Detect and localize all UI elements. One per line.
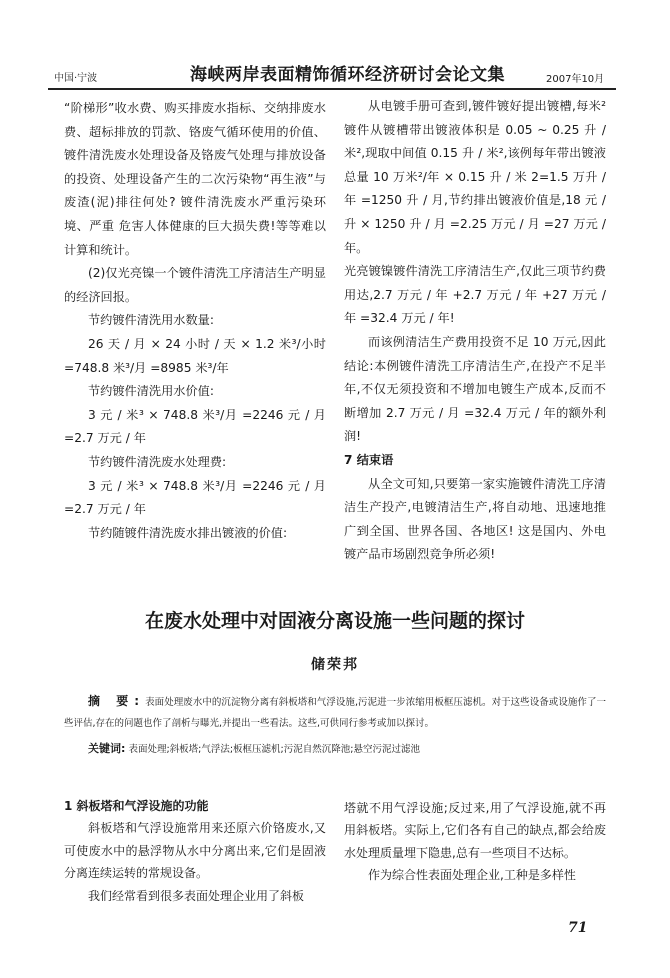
paragraph: 塔就不用气浮设施;反过来,用了气浮设施,就不再用斜板塔。实际上,它们各有自己的缺点,都会给废水处理质量埋下隐患,总有一些项目不达标。 <box>344 801 606 860</box>
abstract-text: 表面处理废水中的沉淀物分离有斜板塔和气浮设施,污泥进一步浓缩用板框压滤机。对于这些设备或设施作了一些评估,存在的问题也作了剖析与曝光,并提出一些看法。这些,可供同行参考或加以探讨。 <box>64 697 606 729</box>
article-author: 储荣邦 <box>311 657 359 673</box>
header-title: 海峡两岸表面精饰循环经济研讨会论文集 <box>190 65 505 85</box>
paragraph: 作为综合性表面处理企业,工种是多样性 <box>368 868 576 883</box>
keywords-label: 关键词: <box>88 742 126 755</box>
paragraph: 节约镀件清洗废水处理费: <box>88 454 227 469</box>
header-rule <box>48 88 616 90</box>
header-date: 2007年10月 <box>546 74 605 85</box>
paragraph: 节约随镀件清洗废水排出镀液的价值: <box>88 525 288 540</box>
article-left-column <box>64 795 326 907</box>
abstract <box>64 691 606 734</box>
article-title: 在废水处理中对固液分离设施一些问题的探讨 <box>144 610 525 632</box>
paragraph: “阶梯形”收水费、购买排废水指标、交纳排废水费、超标排放的罚款、铬废气循环使用的价值、镀件清洗废水处理设备及铬废气处理与排放设备的投资、处理设备产生的二次污染物“再生液”与废渣(泥)排往何处? 镀件清洗废水严重污染环境、严重 危害人体健康的巨大损失费!等等难以计算和统计。 <box>64 101 326 257</box>
header-left: 中国·宁波 <box>54 73 98 84</box>
formula-line: 3 元 / 米³ × 748.8 米³/月 =2246 元 / 月 =2.7 万元 / 年 <box>64 478 326 517</box>
formula-line: 26 天 / 月 × 24 小时 / 天 × 1.2 米³/小时 =748.8 米³/月 =8985 米³/年 <box>64 336 326 375</box>
paragraph: 节约镀件清洗用水数量: <box>88 313 214 328</box>
paragraph: 我们经常看到很多表面处理企业用了斜板 <box>88 888 305 903</box>
formula-line: 3 元 / 米³ × 748.8 米³/月 =2246 元 / 月 =2.7 万元 / 年 <box>64 407 326 446</box>
page-number: 71 <box>568 920 588 936</box>
article-right-column <box>344 797 606 887</box>
paragraph: 从电镀手册可查到,镀件镀好提出镀槽,每米²镀件从镀槽带出镀液体积是 0.05 ~ 0.25 升 / 米²,现取中间值 0.15 升 / 米²,该例每年带出镀液总量 10 万米²/年 × 0.15 升 / 米 2=1.5 万升 / 年 =1250 升 / 月,节约排出镀液价值是,18 元 / 升 × 1250 升 / 月 =2.25 万元 / 月 =27 万元 / 年。 <box>344 99 606 255</box>
prev-article-right-column <box>344 95 606 567</box>
section-heading: 7 结束语 <box>344 452 394 467</box>
keywords-text: 表面处理;斜板塔;气浮法;板框压滤机;污泥自然沉降池;悬空污泥过滤池 <box>128 744 420 755</box>
abstract-label: 摘 要: <box>88 694 146 708</box>
section-heading: 1 斜板塔和气浮设施的功能 <box>64 799 209 813</box>
prev-article-left-column <box>64 97 326 545</box>
paragraph: 从全文可知,只要第一家实施镀件清洗工序清洁生产投产,电镀清洁生产,将自动地、迅速地推广到全国、世界各国、各地区! 这是国内、外电镀产品市场剧烈竞争所必须! <box>344 476 606 562</box>
paragraph: 节约镀件清洗用水价值: <box>88 384 214 399</box>
keywords <box>88 739 608 760</box>
paragraph: 而该例清洁生产费用投资不足 10 万元,因此结论:本例镀件清洗工序清洁生产,在投产不足半年,不仅无须投资和不增加电镀生产成本,反而不断增加 2.7 万元 / 月 =32.4 万元 / 年的额外利润! <box>344 334 606 444</box>
paragraph: (2)仅光亮镍一个镀件清洗工序清洁生产明显的经济回报。 <box>64 266 326 304</box>
paragraph: 斜板塔和气浮设施常用来还原六价铬废水,又可使废水中的悬浮物从水中分离出来,它们是固液分离连续运转的常规设备。 <box>64 821 326 881</box>
paragraph: 光亮镀镍镀件清洗工序清洁生产,仅此三项节约费用达,2.7 万元 / 年 +2.7 万元 / 年 +27 万元 / 年 =32.4 万元 / 年! <box>344 264 606 326</box>
